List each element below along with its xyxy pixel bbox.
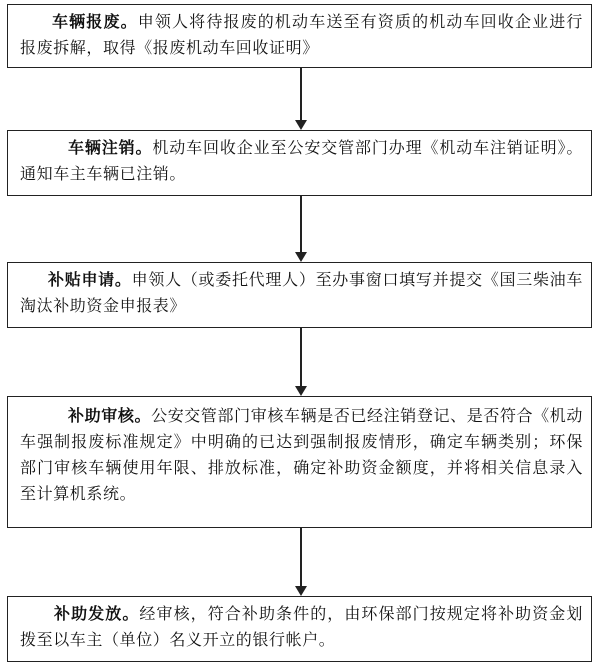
step-deregister-vehicle <box>7 130 592 196</box>
flow-arrow-4 <box>291 528 311 596</box>
step-subsidy-review <box>7 396 592 528</box>
flow-arrow-2 <box>291 196 311 262</box>
step-title: 补助发放。 <box>54 604 140 623</box>
step-title: 补贴申请。 <box>48 270 132 289</box>
step-title: 车辆报废。 <box>52 12 138 31</box>
step-title: 车辆注销。 <box>68 138 153 157</box>
step-text: 申领人（或委托代理人）至办事窗口填写并提交《国三柴油车淘汰补助资金申报表》 <box>20 270 583 315</box>
step-text: 机动车回收企业至公安交管部门办理《机动车注销证明》。通知车主车辆已注销。 <box>20 138 583 183</box>
step-text: 申领人将待报废的机动车送至有资质的机动车回收企业进行报废拆解，取得《报废机动车回收证明》 <box>20 12 583 57</box>
step-text: 经审核，符合补助条件的，由环保部门按规定将补助资金划拨至以车主（单位）名义开立的银行帐户。 <box>20 604 583 649</box>
flow-arrow-1 <box>291 68 311 130</box>
step-scrap-vehicle <box>7 4 592 68</box>
step-text: 公安交管部门审核车辆是否已经注销登记、是否符合《机动车强制报废标准规定》中明确的已达到强制报废情形，确定车辆类别；环保部门审核车辆使用年限、排放标准，确定补助资金额度，并将相关信息录入至计算机系统。 <box>20 406 583 503</box>
step-title: 补助审核。 <box>68 406 152 425</box>
step-subsidy-application <box>7 262 592 328</box>
flow-arrow-3 <box>291 328 311 396</box>
step-subsidy-disbursement <box>7 596 592 662</box>
